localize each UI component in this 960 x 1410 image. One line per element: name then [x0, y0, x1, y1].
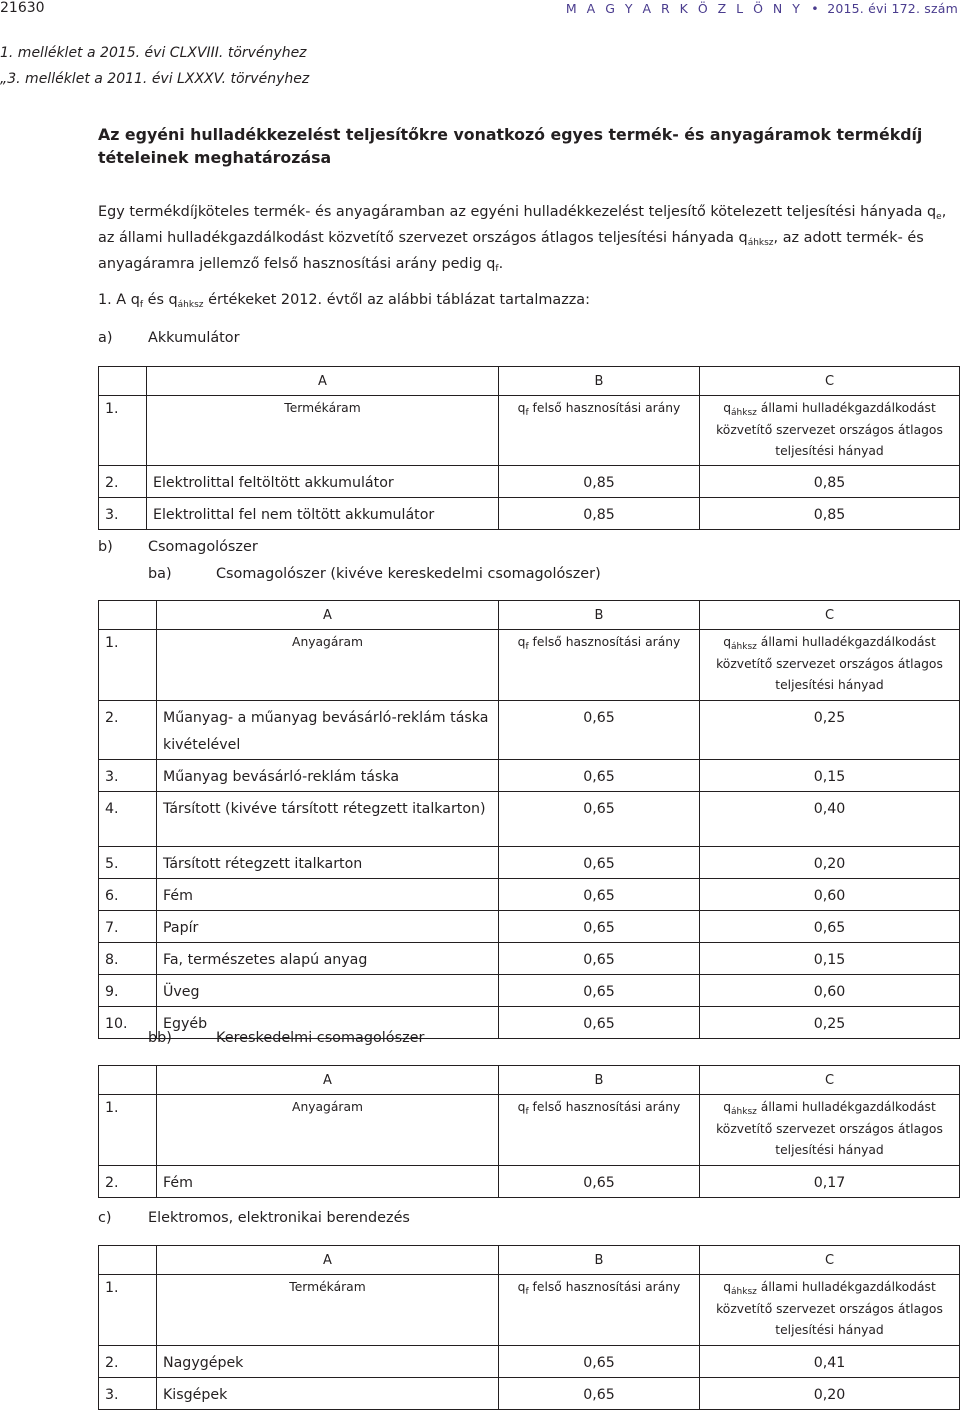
col-b-label: $q_f$ felső hasznosítási arány: [499, 1095, 700, 1166]
table-row: 2. Műanyag- a műanyag bevásárló-reklám táska kivételével 0,65 0,25: [99, 701, 960, 760]
table-row: 10. Egyéb 0,65 0,25: [99, 1007, 960, 1039]
table-row: 4. Társított (kivéve társított rétegzett italkarton) 0,65 0,40: [99, 792, 960, 847]
table-row: 1. Anyagáram $q_f$ felső hasznosítási arány $q_{áhksz}$ állami hulladékgazdálkodást közvetítő szervezet országos átlagos teljesítési hányad: [99, 1095, 960, 1166]
table-row: 1. Termékáram $q_f$ felső hasznosítási arány $q_{áhksz}$ állami hulladékgazdálkodást közvetítő szervezet országos átlagos teljesítési hányad: [99, 396, 960, 466]
page-number: 21630: [0, 0, 45, 16]
col-c-header: C: [700, 1246, 960, 1275]
col-b-label: $q_f$ felső hasznosítási arány: [499, 396, 700, 466]
corner-cell: [99, 1066, 157, 1095]
col-a-label: Termékáram: [157, 1275, 499, 1346]
table-header-row: [99, 1066, 960, 1095]
table-akkumulator: [98, 366, 960, 530]
table-kereskedelmi: [98, 1065, 960, 1198]
corner-cell: [99, 601, 157, 630]
table-row: 6. Fém 0,65 0,60: [99, 879, 960, 911]
col-a-label: Anyagáram: [157, 630, 499, 701]
col-b-header: B: [499, 601, 700, 630]
annex-reference: 1. melléklet a 2015. évi CLXVIII. törvényhez: [0, 45, 307, 61]
col-c-header: C: [700, 1066, 960, 1095]
col-c-label: $q_{áhksz}$ állami hulladékgazdálkodást közvetítő szervezet országos átlagos teljesítési hányad: [700, 630, 960, 701]
section-bb-letter: bb): [148, 1030, 172, 1046]
section-a-letter: a): [98, 330, 113, 346]
annex-reference-amended: „3. melléklet a 2011. évi LXXXV. törvényhez: [0, 71, 310, 87]
section-b-letter: b): [98, 539, 113, 555]
intro-paragraph: Egy termékdíjköteles termék- és anyagáramban az egyéni hulladékkezelést teljesítő kötelezett teljesítési hányada $q_e$, az állami hulladékgazdálkodást közvetítő szervezet országos átlagos teljesítési hányada $q_{áhksz}$, az adott termék- és anyagáramra jellemző felső hasznosítási arány pedig $q_f$.: [98, 204, 947, 274]
section-a-title: Akkumulátor: [148, 330, 240, 346]
col-a-header: A: [147, 367, 499, 396]
corner-cell: [99, 1246, 157, 1275]
corner-cell: [99, 367, 147, 396]
col-b-header: B: [499, 1246, 700, 1275]
running-header: [566, 1, 958, 16]
col-c-label: $q_{áhksz}$ állami hulladékgazdálkodást közvetítő szervezet országos átlagos teljesítési hányad: [700, 396, 960, 466]
table-row: 3. Műanyag bevásárló-reklám táska 0,65 0,15: [99, 760, 960, 792]
col-b-label: $q_f$ felső hasznosítási arány: [499, 630, 700, 701]
col-b-header: B: [499, 1066, 700, 1095]
table-row: 3. Kisgépek 0,65 0,20: [99, 1378, 960, 1410]
journal-name: M A G Y A R K Ö Z L Ö N Y: [565, 1, 803, 16]
point-1-text: 1. A $q_f$ és $q_{áhksz}$ értékeket 2012. évtől az alábbi táblázat tartalmazza:: [98, 292, 590, 310]
table-elektromos: [98, 1245, 960, 1410]
table-row: 3. Elektrolittal fel nem töltött akkumulátor 0,85 0,85: [99, 498, 960, 530]
section-bb-title: Kereskedelmi csomagolószer: [216, 1030, 425, 1046]
col-a-header: A: [157, 1246, 499, 1275]
col-c-label: $q_{áhksz}$ állami hulladékgazdálkodást közvetítő szervezet országos átlagos teljesítési hányad: [700, 1275, 960, 1346]
table-row: 5. Társított rétegzett italkarton 0,65 0,20: [99, 847, 960, 879]
table-row: 1. Termékáram $q_f$ felső hasznosítási arány $q_{áhksz}$ állami hulladékgazdálkodást közvetítő szervezet országos átlagos teljesítési hányad: [99, 1275, 960, 1346]
section-b-title: Csomagolószer: [148, 539, 258, 555]
table-csomagoloszer: [98, 600, 960, 1039]
col-b-label: $q_f$ felső hasznosítási arány: [499, 1275, 700, 1346]
table-header-row: [99, 1246, 960, 1275]
table-row: 1. Anyagáram $q_f$ felső hasznosítási arány $q_{áhksz}$ állami hulladékgazdálkodást közvetítő szervezet országos átlagos teljesítési hányad: [99, 630, 960, 701]
section-c-letter: c): [98, 1210, 112, 1226]
col-c-header: C: [700, 601, 960, 630]
table-row: 8. Fa, természetes alapú anyag 0,65 0,15: [99, 943, 960, 975]
table-row: 2. Fém 0,65 0,17: [99, 1166, 960, 1198]
col-c-label: $q_{áhksz}$ állami hulladékgazdálkodást közvetítő szervezet országos átlagos teljesítési hányad: [700, 1095, 960, 1166]
table-row: 7. Papír 0,65 0,65: [99, 911, 960, 943]
table-header-row: [99, 601, 960, 630]
col-a-label: Anyagáram: [157, 1095, 499, 1166]
col-c-header: C: [700, 367, 960, 396]
col-a-header: A: [157, 1066, 499, 1095]
section-ba-letter: ba): [148, 566, 172, 582]
section-ba-title: Csomagolószer (kivéve kereskedelmi csomagolószer): [216, 566, 601, 582]
issue-number: 2015. évi 172. szám: [827, 1, 958, 16]
document-title: Az egyéni hulladékkezelést teljesítőkre vonatkozó egyes termék- és anyagáramok termékdíj tételeinek meghatározása: [98, 125, 923, 167]
table-header-row: [99, 367, 960, 396]
col-a-label: Termékáram: [147, 396, 499, 466]
col-a-header: A: [157, 601, 499, 630]
section-c-title: Elektromos, elektronikai berendezés: [148, 1210, 410, 1226]
table-row: 9. Üveg 0,65 0,60: [99, 975, 960, 1007]
col-b-header: B: [499, 367, 700, 396]
table-row: 2. Elektrolittal feltöltött akkumulátor 0,85 0,85: [99, 466, 960, 498]
bullet-separator: •: [807, 1, 823, 16]
table-row: 2. Nagygépek 0,65 0,41: [99, 1346, 960, 1378]
